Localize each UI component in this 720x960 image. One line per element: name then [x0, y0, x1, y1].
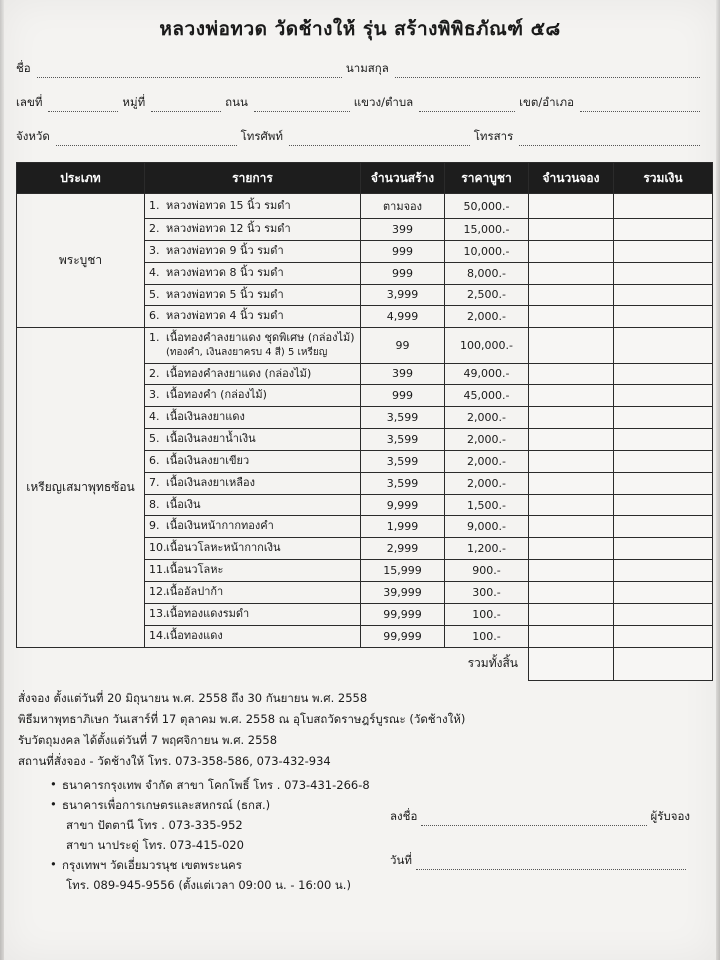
- item-cell: 13.เนื้อทองแดงรมดำ: [145, 603, 361, 625]
- moo-label: หมู่ที่: [122, 95, 146, 109]
- qty-made-cell: 3,999: [361, 284, 445, 306]
- field-row-contact: [16, 128, 704, 146]
- total-input[interactable]: [614, 582, 713, 604]
- qty-made-cell: 399: [361, 219, 445, 241]
- category-cell-coin: เหรียญเสมาพุทธซ้อน: [17, 328, 145, 647]
- price-cell: 2,000.-: [445, 429, 529, 451]
- price-cell: 2,000.-: [445, 306, 529, 328]
- qty-made-cell: 399: [361, 363, 445, 385]
- qty-ordered-input[interactable]: [529, 363, 614, 385]
- qty-ordered-input[interactable]: [529, 385, 614, 407]
- item-cell: 12.เนื้ออัลปาก้า: [145, 582, 361, 604]
- note-order-period: สั่งจอง ตั้งแต่วันที่ 20 มิถุนายน พ.ศ. 2558 ถึง 30 กันยายน พ.ศ. 2558: [18, 690, 368, 705]
- field-row-address: [16, 94, 704, 112]
- price-cell: 1,500.-: [445, 494, 529, 516]
- total-input[interactable]: [614, 262, 713, 284]
- item-cell: 3. เนื้อทองคำ (กล่องไม้): [145, 385, 361, 407]
- qty-ordered-input[interactable]: [529, 560, 614, 582]
- item-cell: 2. เนื้อทองคำลงยาแดง (กล่องไม้): [145, 363, 361, 385]
- qty-made-cell: 1,999: [361, 516, 445, 538]
- qty-ordered-input[interactable]: [529, 429, 614, 451]
- date-label: วันที่: [390, 853, 412, 867]
- table-row: [17, 328, 713, 363]
- table-total-row: [17, 647, 713, 680]
- item-cell: 5. เนื้อเงินลงยาน้ำเงิน: [145, 429, 361, 451]
- date-row: [390, 852, 690, 870]
- item-cell: 9. เนื้อเงินหน้ากากทองคำ: [145, 516, 361, 538]
- header-qty-made: จำนวนสร้าง: [361, 163, 445, 194]
- total-input[interactable]: [614, 516, 713, 538]
- qty-ordered-input[interactable]: [529, 494, 614, 516]
- field-row-name: [16, 60, 704, 78]
- qty-ordered-input[interactable]: [529, 219, 614, 241]
- qty-ordered-input[interactable]: [529, 625, 614, 647]
- qty-ordered-input[interactable]: [529, 472, 614, 494]
- signature-input[interactable]: [421, 814, 646, 826]
- price-cell: 300.-: [445, 582, 529, 604]
- list-item: • ธนาคารเพื่อการเกษตรและสหกรณ์ (ธกส.): [50, 795, 716, 815]
- surname-label: นามสกุล: [345, 61, 389, 75]
- qty-made-cell: 99,999: [361, 625, 445, 647]
- qty-made-cell: 3,599: [361, 429, 445, 451]
- qty-ordered-input[interactable]: [529, 516, 614, 538]
- price-cell: 2,000.-: [445, 472, 529, 494]
- qty-made-cell: 4,999: [361, 306, 445, 328]
- qty-ordered-input[interactable]: [529, 306, 614, 328]
- price-cell: 1,200.-: [445, 538, 529, 560]
- item-cell: 11.เนื้อนวโลหะ: [145, 560, 361, 582]
- price-cell: 9,000.-: [445, 516, 529, 538]
- qty-made-cell: 999: [361, 385, 445, 407]
- qty-ordered-input[interactable]: [529, 194, 614, 219]
- total-input[interactable]: [614, 363, 713, 385]
- contact-sub: สาขา นาประดู่ โทร. 073-415-020: [66, 837, 244, 852]
- customer-fields: [16, 60, 704, 146]
- qty-ordered-input[interactable]: [529, 262, 614, 284]
- contact-sub: โทร. 089-945-9556 (ตั้งแต่เวลา 09:00 น. - 16:00 น.): [66, 878, 351, 893]
- table-row: [17, 194, 713, 219]
- qty-ordered-input[interactable]: [529, 407, 614, 429]
- fax-label: โทรสาร: [473, 129, 514, 143]
- total-input[interactable]: [614, 385, 713, 407]
- total-input[interactable]: [614, 194, 713, 219]
- price-cell: 900.-: [445, 560, 529, 582]
- surname-input[interactable]: [395, 66, 700, 78]
- notes-section: [18, 688, 702, 773]
- list-item: • กรุงเทพฯ วัดเอี่ยมวรนุช เขตพระนคร: [50, 855, 716, 875]
- district-label: เขต/อำเภอ: [519, 95, 574, 109]
- total-input[interactable]: [614, 450, 713, 472]
- order-form-sheet: [4, 0, 716, 960]
- item-cell: 1. เนื้อทองคำลงยาแดง ชุดพิเศษ (กล่องไม้) (ทองคำ, เงินลงยาครบ 4 สี) 5 เหรียญ: [145, 328, 361, 363]
- page-title: หลวงพ่อทวด วัดช้างให้ รุ่น สร้างพิพิธภัณฑ์ ๕๘: [159, 18, 561, 40]
- note-location: สถานที่สั่งจอง - วัดช้างให้ โทร. 073-358-586, 073-432-934: [18, 754, 331, 769]
- total-input[interactable]: [614, 494, 713, 516]
- price-cell: 45,000.-: [445, 385, 529, 407]
- qty-ordered-input[interactable]: [529, 328, 614, 363]
- item-cell: 14.เนื้อทองแดง: [145, 625, 361, 647]
- subdistrict-input[interactable]: [419, 100, 515, 112]
- qty-ordered-input[interactable]: [529, 603, 614, 625]
- fax-input[interactable]: [519, 134, 700, 146]
- item-cell: 6. หลวงพ่อทวด 4 นิ้ว รมดำ: [145, 306, 361, 328]
- price-cell: 8,000.-: [445, 262, 529, 284]
- price-cell: 10,000.-: [445, 240, 529, 262]
- province-input[interactable]: [56, 134, 237, 146]
- price-cell: 2,000.-: [445, 450, 529, 472]
- total-input[interactable]: [614, 560, 713, 582]
- total-input[interactable]: [614, 429, 713, 451]
- price-cell: 100,000.-: [445, 328, 529, 363]
- item-cell: 5. หลวงพ่อทวด 5 นิ้ว รมดำ: [145, 284, 361, 306]
- price-cell: 49,000.-: [445, 363, 529, 385]
- road-input[interactable]: [254, 100, 350, 112]
- qty-made-cell: 999: [361, 240, 445, 262]
- price-cell: 2,500.-: [445, 284, 529, 306]
- total-input[interactable]: [614, 219, 713, 241]
- house-no-label: เลขที่: [16, 95, 43, 109]
- item-cell: 4. เนื้อเงินลงยาแดง: [145, 407, 361, 429]
- item-cell: 10.เนื้อนวโลหะหน้ากากเงิน: [145, 538, 361, 560]
- note-pickup: รับวัตถุมงคล ได้ตั้งแต่วันที่ 7 พฤศจิกายน พ.ศ. 2558: [18, 733, 278, 748]
- header-category: ประเภท: [17, 163, 145, 194]
- price-cell: 100.-: [445, 625, 529, 647]
- header-total: รวมเงิน: [614, 163, 713, 194]
- total-input[interactable]: [614, 306, 713, 328]
- total-input[interactable]: [614, 407, 713, 429]
- qty-ordered-input[interactable]: [529, 582, 614, 604]
- item-cell: 8. เนื้อเงิน: [145, 494, 361, 516]
- sign-role-label: ผู้รับจอง: [650, 809, 690, 823]
- qty-made-cell: 9,999: [361, 494, 445, 516]
- qty-made-cell: 3,599: [361, 472, 445, 494]
- moo-input[interactable]: [151, 100, 221, 112]
- qty-made-cell: ตามจอง: [361, 194, 445, 219]
- qty-made-cell: 3,599: [361, 407, 445, 429]
- note-ceremony: พิธีมหาพุทธาภิเษก วันเสาร์ที่ 17 ตุลาคม พ.ศ. 2558 ณ อุโบสถวัดราษฎร์บูรณะ (วัดช้างให้): [18, 711, 466, 726]
- order-table: [16, 162, 713, 681]
- subdistrict-label: แขวง/ตำบล: [353, 95, 414, 109]
- road-label: ถนน: [225, 95, 248, 109]
- table-header-row: [17, 163, 713, 194]
- header-item: รายการ: [145, 163, 361, 194]
- grand-total-label: รวมทั้งสิ้น: [467, 656, 518, 671]
- qty-made-cell: 3,599: [361, 450, 445, 472]
- item-cell: 7. เนื้อเงินลงยาเหลือง: [145, 472, 361, 494]
- grand-total-qty-input[interactable]: [529, 647, 614, 680]
- contact-sub: สาขา ปัตตานี โทร . 073-335-952: [66, 817, 243, 832]
- price-cell: 2,000.-: [445, 407, 529, 429]
- qty-made-cell: 39,999: [361, 582, 445, 604]
- category-cell-buddha: พระบูชา: [17, 194, 145, 328]
- item-cell: 4. หลวงพ่อทวด 8 นิ้ว รมดำ: [145, 262, 361, 284]
- signature-block: [390, 808, 690, 896]
- qty-ordered-input[interactable]: [529, 240, 614, 262]
- total-input[interactable]: [614, 328, 713, 363]
- qty-ordered-input[interactable]: [529, 284, 614, 306]
- total-input[interactable]: [614, 603, 713, 625]
- item-cell: 1. หลวงพ่อทวด 15 นิ้ว รมดำ: [145, 194, 361, 219]
- date-input[interactable]: [416, 858, 686, 870]
- qty-made-cell: 2,999: [361, 538, 445, 560]
- qty-made-cell: 99,999: [361, 603, 445, 625]
- total-input[interactable]: [614, 472, 713, 494]
- item-cell: 6. เนื้อเงินลงยาเขียว: [145, 450, 361, 472]
- signature-row: [390, 808, 690, 826]
- list-item: • ธนาคารกรุงเทพ จำกัด สาขา โคกโพธิ์ โทร . 073-431-266-8: [50, 775, 716, 795]
- qty-ordered-input[interactable]: [529, 538, 614, 560]
- qty-made-cell: 15,999: [361, 560, 445, 582]
- house-no-input[interactable]: [48, 100, 118, 112]
- name-label: ชื่อ: [16, 61, 31, 75]
- item-cell: 3. หลวงพ่อทวด 9 นิ้ว รมดำ: [145, 240, 361, 262]
- qty-made-cell: 99: [361, 328, 445, 363]
- qty-made-cell: 999: [361, 262, 445, 284]
- phone-label: โทรศัพท์: [240, 129, 283, 143]
- item-cell: 2. หลวงพ่อทวด 12 นิ้ว รมดำ: [145, 219, 361, 241]
- grand-total-amount-input[interactable]: [614, 647, 713, 680]
- total-input[interactable]: [614, 240, 713, 262]
- qty-ordered-input[interactable]: [529, 450, 614, 472]
- total-input[interactable]: [614, 284, 713, 306]
- header-price: ราคาบูชา: [445, 163, 529, 194]
- header-qty-ordered: จำนวนจอง: [529, 163, 614, 194]
- price-cell: 50,000.-: [445, 194, 529, 219]
- name-input[interactable]: [37, 66, 342, 78]
- total-input[interactable]: [614, 625, 713, 647]
- total-input[interactable]: [614, 538, 713, 560]
- district-input[interactable]: [580, 100, 700, 112]
- phone-input[interactable]: [289, 134, 470, 146]
- sign-label: ลงชื่อ: [390, 809, 418, 823]
- price-cell: 15,000.-: [445, 219, 529, 241]
- price-cell: 100.-: [445, 603, 529, 625]
- province-label: จังหวัด: [16, 129, 50, 143]
